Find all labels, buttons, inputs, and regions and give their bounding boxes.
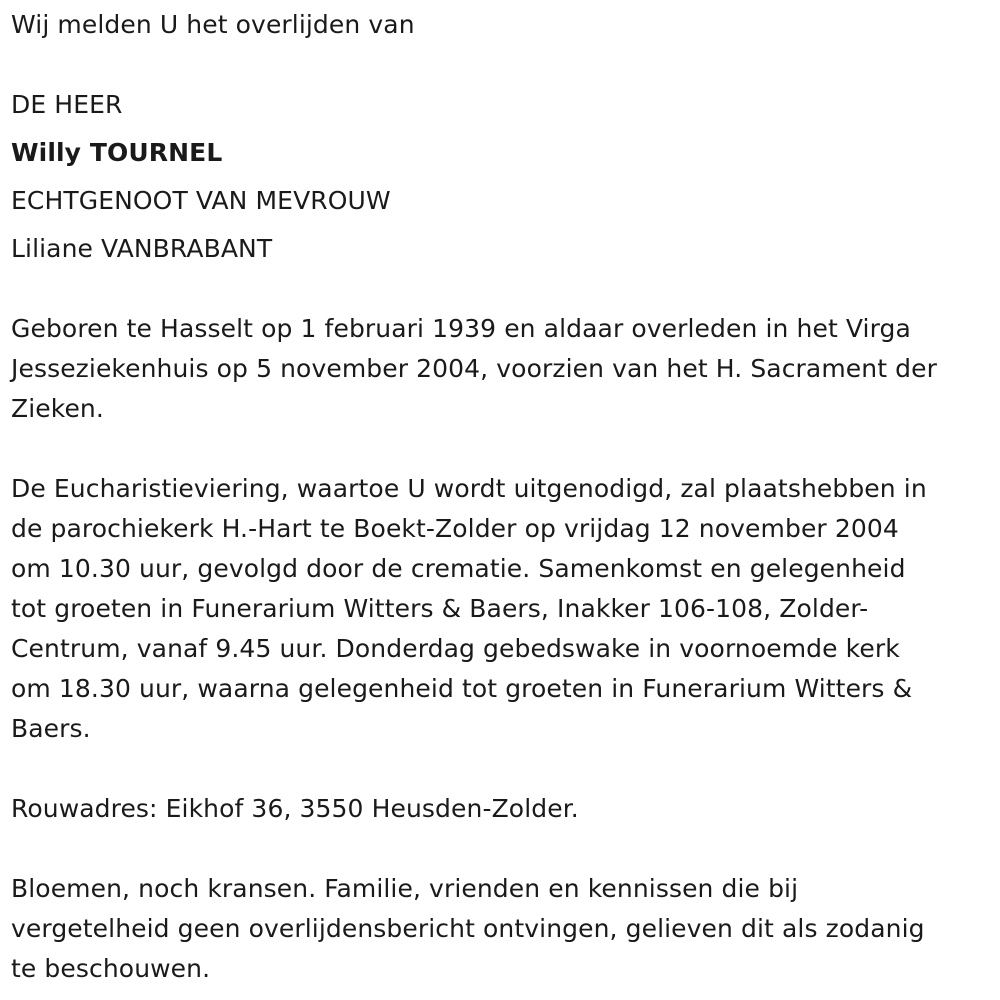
paragraph-line: te beschouwen.: [11, 954, 211, 983]
paragraph-line: Bloemen, noch kransen. Familie, vrienden en kennissen die bij: [11, 874, 799, 903]
paragraph-line: de parochiekerk H.-Hart te Boekt-Zolder op vrijdag 12 november 2004: [11, 514, 899, 543]
relation-text: ECHTGENOOT VAN MEVROUW: [11, 186, 391, 215]
paragraph-line: Centrum, vanaf 9.45 uur. Donderdag gebedswake in voornoemde kerk: [11, 634, 900, 663]
paragraph-line: Baers.: [11, 714, 91, 743]
paragraph-line: Zieken.: [11, 394, 104, 423]
paragraph-line: tot groeten in Funerarium Witters & Baers, Inakker 106-108, Zolder-: [11, 594, 869, 623]
paragraph-line: om 10.30 uur, gevolgd door de crematie. Samenkomst en gelegenheid: [11, 554, 906, 583]
paragraph-line: De Eucharistieviering, waartoe U wordt uitgenodigd, zal plaatshebben in: [11, 474, 927, 503]
paragraph-line: vergetelheid geen overlijdensbericht ontvingen, gelieven dit als zodanig: [11, 914, 925, 943]
deceased-name: Willy TOURNEL: [11, 138, 223, 167]
honorific: DE HEER: [11, 90, 123, 119]
spouse-name: Liliane VANBRABANT: [11, 234, 273, 263]
paragraph-line: Jesseziekenhuis op 5 november 2004, voorzien van het H. Sacrament der: [11, 354, 938, 383]
intro-text: Wij melden U het overlijden van: [11, 10, 415, 39]
paragraph-line: om 18.30 uur, waarna gelegenheid tot groeten in Funerarium Witters &: [11, 674, 913, 703]
paragraph-line: Geboren te Hasselt op 1 februari 1939 en aldaar overleden in het Virga: [11, 314, 911, 343]
mourning-address: Rouwadres: Eikhof 36, 3550 Heusden-Zolder.: [11, 794, 579, 823]
